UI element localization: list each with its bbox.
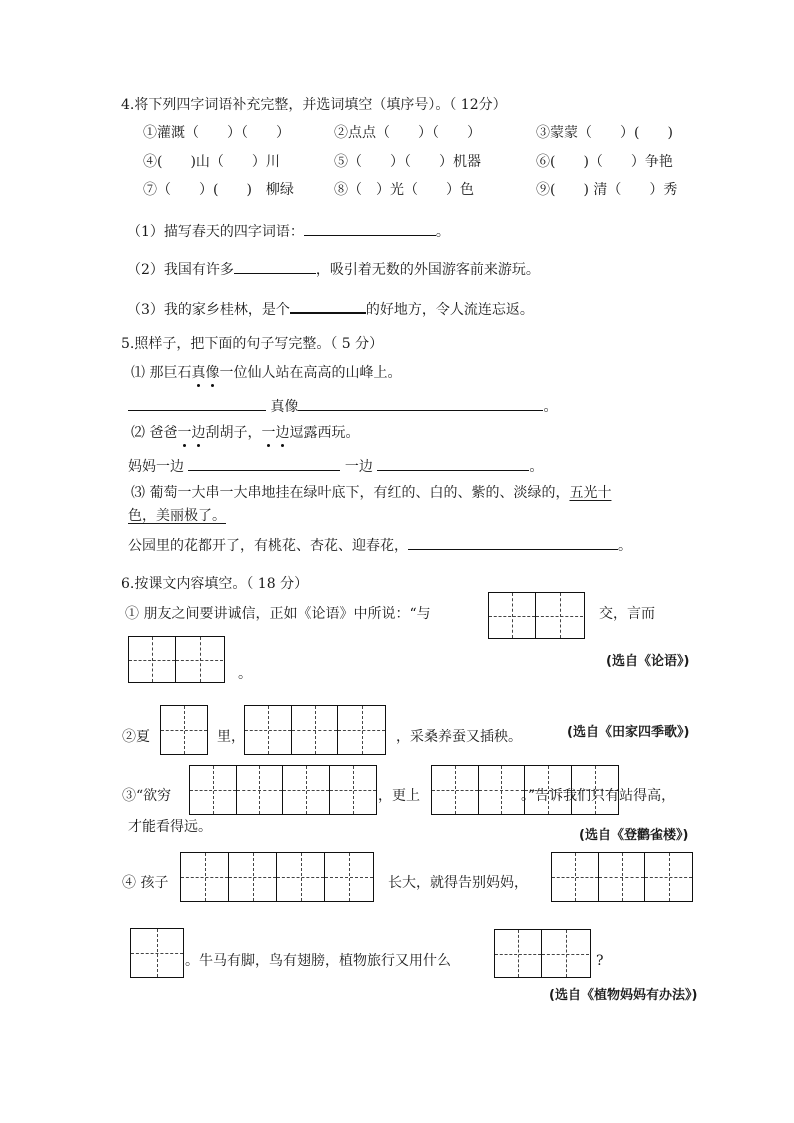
q4-title: 4.将下列四字词语补充完整，并选词填空（填序号）。（ 12分）	[121, 97, 507, 113]
q6-l3-text-2: ，更上	[378, 788, 420, 804]
q6-l1-grid-1[interactable]	[488, 592, 585, 639]
q5-e3-underlined-1: 五光十	[569, 485, 612, 501]
q5-f2-start: 妈妈一边	[128, 459, 184, 475]
q6-l4-grid-2[interactable]	[551, 852, 693, 902]
q5-e2-dotted-2: 边	[191, 425, 206, 441]
q6-l3-text: ③“欲穷	[122, 788, 172, 804]
q6-l1-grid-2[interactable]	[128, 636, 225, 683]
q4-s2-end: ，吸引着无数的外国游客前来游玩。	[315, 262, 540, 278]
q4-s1-end: 。	[435, 224, 450, 240]
grid-cell[interactable]	[161, 706, 207, 754]
grid-cell[interactable]	[479, 766, 526, 814]
q6-l2-source: (选自《田家四季歌》)	[567, 725, 690, 740]
q4-s2-blank[interactable]	[234, 259, 316, 274]
q6-l4-grid-3[interactable]	[130, 928, 184, 978]
q6-l4-grid-1[interactable]	[180, 852, 374, 902]
q6-l3-grid-1[interactable]	[189, 765, 377, 815]
q5-example-1	[131, 364, 401, 382]
grid-cell[interactable]	[325, 853, 373, 901]
q6-l4-source: (选自《植物妈妈有办法》)	[549, 988, 698, 1003]
q6-l4-grid-4[interactable]	[494, 929, 591, 978]
q5-f1-blank-2[interactable]	[298, 396, 543, 411]
grid-cell[interactable]	[645, 853, 692, 901]
grid-cell[interactable]	[181, 853, 229, 901]
q6-l1-end: 。	[238, 666, 252, 682]
q5-e3-underlined-2: 色，美丽极了。	[128, 508, 226, 524]
q5-e2-dotted-1: 一	[177, 425, 192, 441]
q5-f3-start: 公园里的花都开了，有桃花、杏花、迎春花，	[128, 538, 408, 554]
grid-cell[interactable]	[292, 706, 339, 754]
grid-cell[interactable]	[330, 766, 376, 814]
q5-f2-mid: 一边	[344, 459, 373, 475]
q5-e1-dotted-2: 像	[205, 365, 220, 381]
q6-l2-text-3: ，采桑养蚕又插秧。	[396, 729, 522, 745]
q5-f1-mid: 真像	[270, 399, 299, 415]
q4-item-7: ⑦（ ）( ) 柳绿	[143, 182, 294, 198]
grid-cell[interactable]	[552, 853, 599, 901]
q4-s2-text: （2）我国有许多	[127, 262, 234, 278]
q4-sentence-1	[127, 221, 450, 241]
q6-l2-grid-2[interactable]	[244, 705, 386, 755]
q4-s3-blank[interactable]	[290, 298, 366, 314]
q5-e2-mid: 刮胡子，	[205, 425, 262, 441]
q5-f2-end: 。	[529, 459, 544, 475]
q5-example-2	[131, 424, 359, 442]
q6-l1-text-2: 交，言而	[599, 606, 655, 622]
grid-cell[interactable]	[283, 766, 330, 814]
q4-item-9: ⑨( ) 清（ ）秀	[536, 182, 678, 198]
q5-e3-text: ⑶ 葡萄一大串一大串地挂在绿叶底下，有红的、白的、紫的、淡绿的，	[131, 485, 570, 501]
q6-title: 6.按课文内容填空。（ 18 分）	[121, 576, 309, 592]
q5-f1-end: 。	[543, 399, 558, 415]
grid-cell[interactable]	[129, 637, 176, 682]
q5-example-3-line-2	[128, 507, 226, 525]
grid-cell[interactable]	[338, 706, 385, 754]
q4-item-2: ②点点（ ）（ ）	[334, 125, 481, 141]
q6-l2-text: ②夏	[122, 729, 150, 745]
grid-cell[interactable]	[489, 593, 536, 638]
q5-e2-dotted-3: 一	[261, 425, 276, 441]
q5-f1-blank-1[interactable]	[128, 396, 266, 411]
q4-s3-text: （3）我的家乡桂林，是个	[127, 302, 290, 318]
grid-cell[interactable]	[229, 853, 277, 901]
q5-e1-end: 一位仙人站在高高的山峰上。	[219, 365, 402, 381]
q5-fill-3	[128, 535, 632, 555]
q6-l3-text-3: 。”告诉我们只有站得高，	[521, 788, 676, 804]
q4-item-5: ⑤（ ）（ ）机器	[334, 154, 481, 170]
q5-example-3-line-1	[131, 484, 611, 502]
grid-cell[interactable]	[245, 706, 292, 754]
q5-e1-start: ⑴ 那巨石	[131, 365, 192, 381]
q6-l2-grid-1[interactable]	[160, 705, 208, 755]
q5-f3-blank[interactable]	[408, 535, 618, 550]
grid-cell[interactable]	[190, 766, 237, 814]
q4-s1-text: （1）描写春天的四字词语：	[127, 224, 304, 240]
grid-cell[interactable]	[542, 930, 589, 977]
q5-title: 5.照样子，把下面的句子写完整。（ 5 分）	[121, 336, 384, 352]
q6-l4-text: ④ 孩子	[122, 875, 169, 891]
q5-f2-blank-2[interactable]	[377, 456, 529, 471]
grid-cell[interactable]	[277, 853, 325, 901]
grid-cell[interactable]	[131, 929, 183, 977]
grid-cell[interactable]	[536, 593, 583, 638]
q6-l4-text-2: 长大，就得告别妈妈，	[388, 875, 528, 891]
q4-s1-blank[interactable]	[304, 221, 436, 236]
q5-e2-end: 逗露西玩。	[289, 425, 360, 441]
q4-item-3: ③蒙蒙（ ）( )	[536, 125, 673, 141]
q4-s3-end: 的好地方，令人流连忘返。	[365, 302, 534, 318]
q4-item-1: ①灌溉（ ）（ ）	[143, 125, 290, 141]
q6-l2-text-2: 里，	[217, 729, 245, 745]
q4-item-8: ⑧（ ）光（ ）色	[334, 182, 474, 198]
grid-cell[interactable]	[599, 853, 646, 901]
q5-f2-blank-1[interactable]	[188, 456, 340, 471]
q6-l3-text-4: 才能看得远。	[128, 819, 212, 835]
grid-cell[interactable]	[176, 637, 223, 682]
q5-f3-end: 。	[618, 538, 632, 554]
q5-fill-1	[128, 396, 557, 416]
q5-e1-dotted-1: 真	[191, 365, 206, 381]
q6-l4-text-3: 。牛马有脚，鸟有翅膀，植物旅行又用什么	[185, 953, 451, 969]
q6-l4-end: ?	[596, 953, 604, 969]
grid-cell[interactable]	[495, 930, 542, 977]
q6-l1-text: ① 朋友之间要讲诚信，正如《论语》中所说：“与	[125, 606, 431, 622]
grid-cell[interactable]	[432, 766, 479, 814]
q4-sentence-2	[127, 259, 540, 279]
q4-sentence-3	[127, 298, 534, 319]
q5-e2-dotted-4: 边	[275, 425, 290, 441]
q5-fill-2	[128, 456, 543, 476]
q6-l1-source: (选自《论语》)	[606, 654, 690, 669]
q4-item-6: ⑥( )（ ）争艳	[536, 154, 673, 170]
q4-item-4: ④( )山（ ）川	[143, 154, 280, 170]
q6-l3-source: (选自《登鹳雀楼》)	[579, 828, 689, 843]
grid-cell[interactable]	[237, 766, 284, 814]
q5-e2-start: ⑵ 爸爸	[131, 425, 178, 441]
